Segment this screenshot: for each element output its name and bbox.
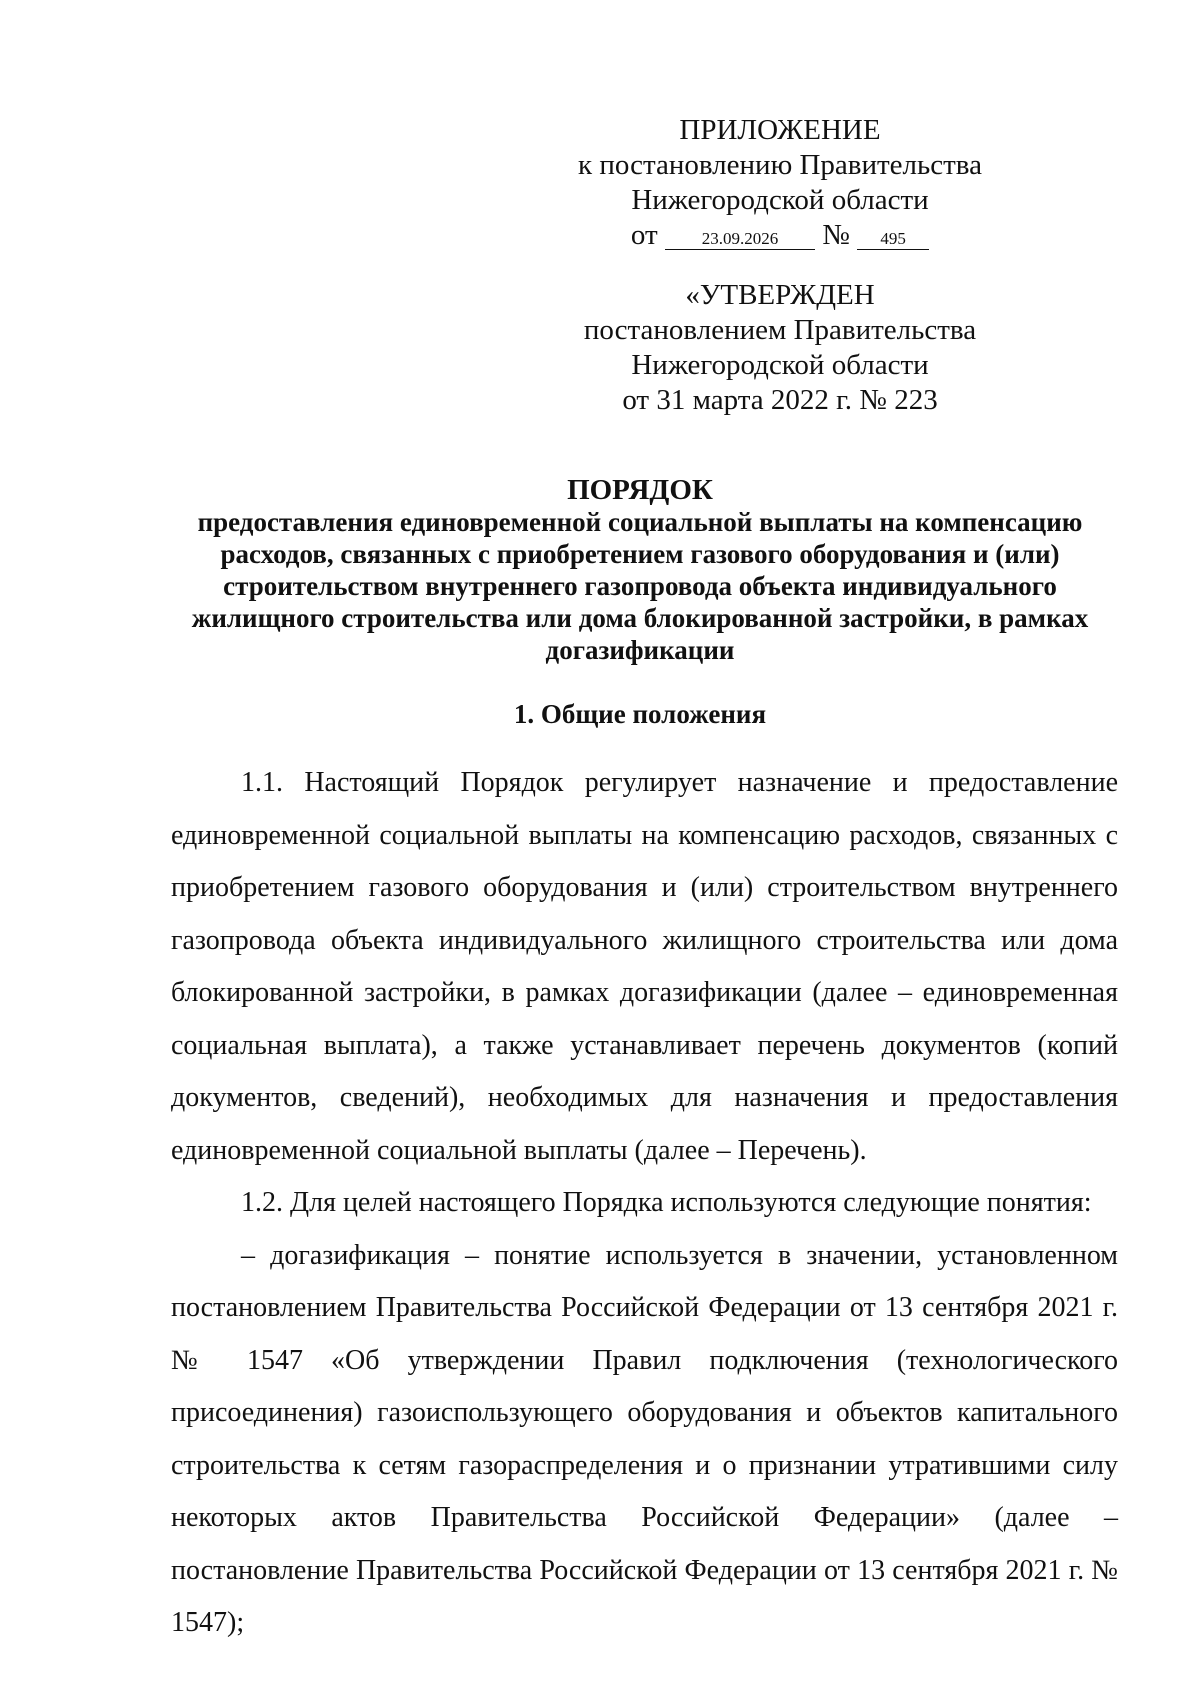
title-line-1: предоставления единовременной социальной выплаты на компенсацию bbox=[197, 507, 1083, 537]
appendix-date-line bbox=[560, 218, 1000, 253]
section-heading: 1. Общие положения bbox=[513, 699, 767, 729]
approved-line-2: Нижегородской области bbox=[631, 349, 929, 381]
paragraph-definition: – догазификация – понятие используется в значении, установленном постановлением Правительства Российской Федерации от 13 сентября 2021 г. № 1547 «Об утверждении Правил подключения (технологического присоединения) газоиспользующего оборудования и объектов капитального строительства к сетям газораспределения и о признании утратившими силу некоторых актов Правительства Российской Федерации» (далее – постановление Правительства Российской Федерации от 13 сентября 2021 г. № 1547); bbox=[171, 1239, 1118, 1638]
date-prefix: от bbox=[630, 219, 658, 251]
title-main: ПОРЯДОК bbox=[567, 474, 713, 506]
title-line-5: догазификации bbox=[545, 635, 735, 665]
body-text bbox=[171, 757, 1118, 1650]
appendix-line-1: к постановлению Правительства bbox=[578, 149, 982, 181]
appendix-heading: ПРИЛОЖЕНИЕ bbox=[679, 114, 881, 146]
paragraph-1-2: 1.2. Для целей настоящего Порядка используются следующие понятия: bbox=[241, 1187, 1092, 1218]
approved-block bbox=[560, 278, 1000, 418]
appendix-block bbox=[560, 113, 1000, 253]
title-line-4: жилищного строительства или дома блокированной застройки, в рамках bbox=[191, 603, 1089, 633]
approved-line-3: от 31 марта 2022 г. № 223 bbox=[622, 384, 938, 416]
approved-line-1: постановлением Правительства bbox=[583, 314, 977, 346]
date-field: 23.09.2026 bbox=[665, 229, 815, 250]
paragraph-1-1: 1.1. Настоящий Порядок регулирует назначение и предоставление единовременной социальной выплаты на компенсацию расходов, связанных с приобретением газового оборудования и (или) строительством внутреннего газопровода объекта индивидуального жилищного строительства или дома блокированной застройки, в рамках догазификации (далее – единовременная социальная выплата), а также устанавливает перечень документов (копий документов, сведений), необходимых для назначения и предоставления единовременной социальной выплаты (далее – Перечень). bbox=[171, 767, 1118, 1166]
number-sign: № bbox=[822, 219, 850, 251]
title-line-3: строительством внутреннего газопровода объекта индивидуального bbox=[223, 571, 1057, 601]
approved-heading: «УТВЕРЖДЕН bbox=[685, 279, 875, 311]
document-title bbox=[165, 474, 1115, 666]
title-line-2: расходов, связанных с приобретением газового оборудования и (или) bbox=[220, 539, 1060, 569]
appendix-line-2: Нижегородской области bbox=[631, 184, 929, 216]
number-field: 495 bbox=[857, 229, 929, 250]
